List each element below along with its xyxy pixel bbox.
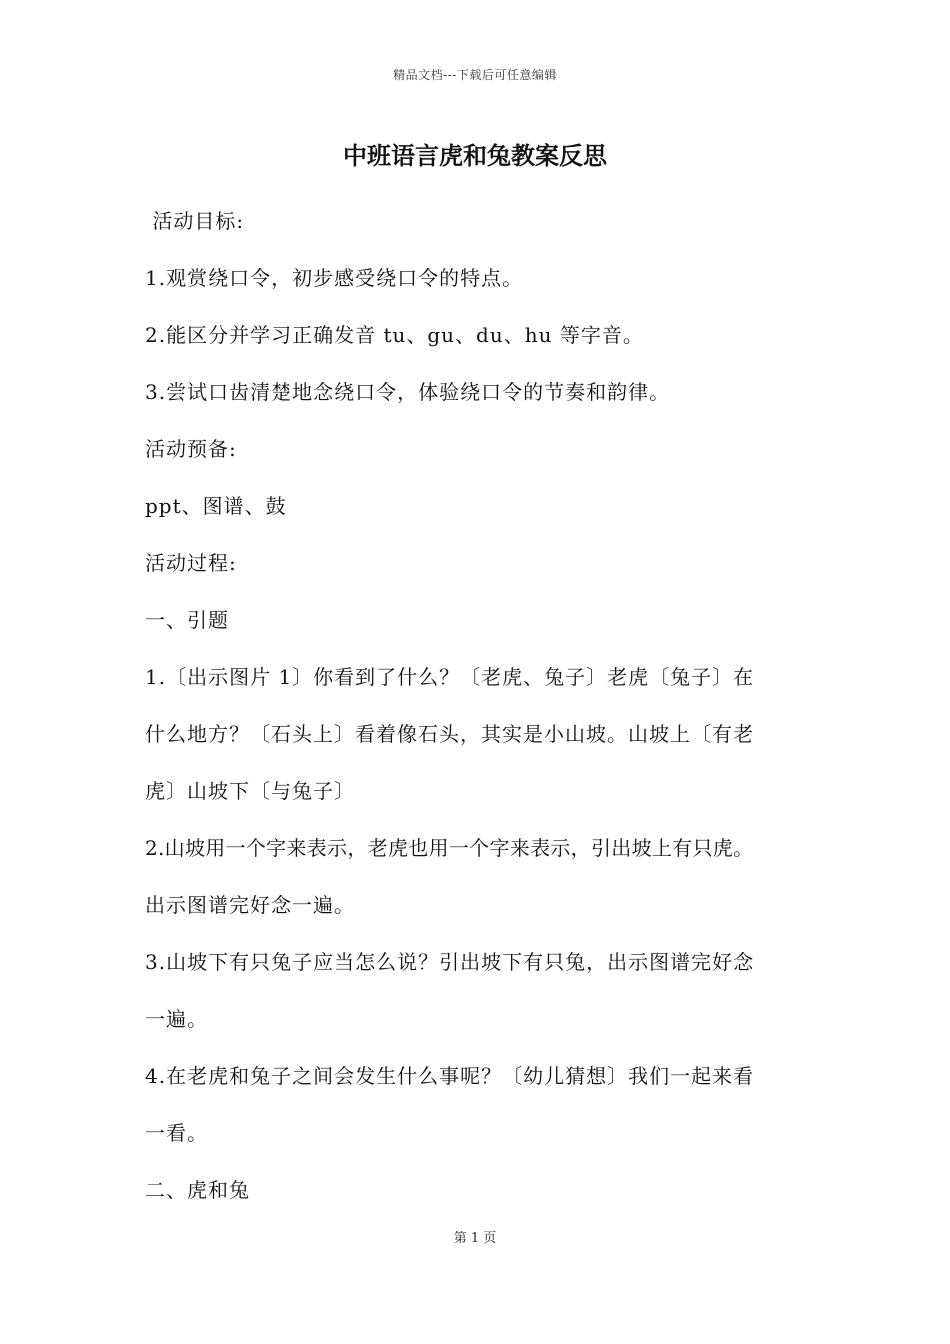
body-line: 什么地方？〔石头上〕看着像石头，其实是小山坡。山坡上〔有老 [145, 722, 754, 746]
body-line: 活动预备: [145, 437, 237, 461]
body-line: 活动过程: [145, 551, 237, 575]
body-line: ppt、图谱、鼓 [145, 494, 287, 518]
body-line: 一遍。 [145, 1007, 208, 1031]
body-line: 一、引题 [145, 608, 229, 632]
body-line: 出示图谱完好念一遍。 [145, 893, 355, 917]
body-line: 一看。 [145, 1121, 208, 1145]
body-line: 3.山坡下有只兔子应当怎么说？引出坡下有只兔，出示图谱完好念 [145, 950, 755, 974]
body-line: 3.尝试口齿清楚地念绕口令，体验绕口令的节奏和韵律。 [145, 380, 671, 404]
body-line: 二、虎和兔 [145, 1178, 250, 1202]
page-number: 第 1 页 [453, 1231, 497, 1246]
page-header: 精品文档---下载后可任意编辑 [393, 68, 557, 82]
body-line: 活动目标: [145, 209, 245, 233]
body-line: 4.在老虎和兔子之间会发生什么事呢？〔幼儿猜想〕我们一起来看 [145, 1064, 755, 1088]
body-line: 虎〕山坡下〔与兔子〕 [145, 779, 355, 803]
body-line: 2.能区分并学习正确发音 tu、gu、du、hu 等字音。 [145, 323, 644, 347]
document-title: 中班语言虎和兔教案反思 [343, 141, 607, 170]
body-line: 1.〔出示图片 1〕你看到了什么？〔老虎、兔子〕老虎〔兔子〕在 [145, 665, 755, 689]
body-line: 2.山坡用一个字来表示，老虎也用一个字来表示，引出坡上有只虎。 [145, 836, 754, 860]
body-line: 1.观赏绕口令，初步感受绕口令的特点。 [145, 266, 524, 290]
